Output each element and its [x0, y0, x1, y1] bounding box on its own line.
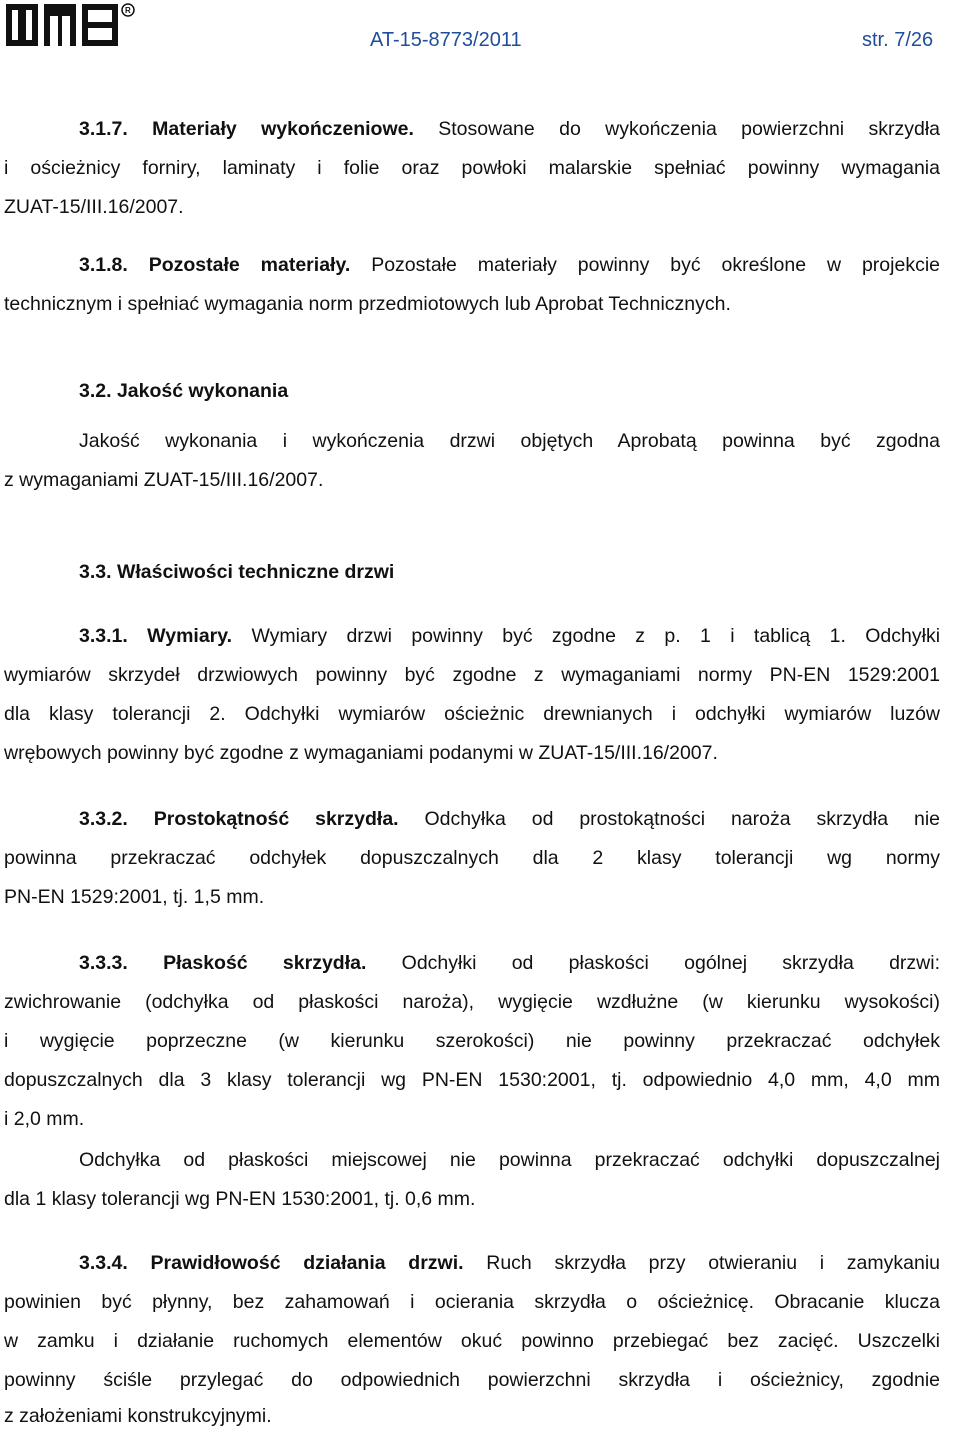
section-title: Prawidłowość działania drzwi. — [150, 1252, 464, 1274]
document-id: AT-15-8773/2011 — [370, 29, 522, 51]
section-title: Pozostałe materiały. — [148, 254, 351, 276]
section-number: 3.3.4. — [79, 1252, 128, 1274]
line: wrębowych powinny być zgodne z wymaganiami podanymi w ZUAT-15/III.16/2007. — [4, 742, 718, 764]
line — [4, 944, 940, 983]
line: ZUAT-15/III.16/2007. — [4, 196, 184, 218]
line: dla klasy tolerancji 2. Odchyłki wymiarów ościeżnic drewnianych i odchyłki wymiarów luzów — [4, 703, 940, 725]
line: z wymaganiami ZUAT-15/III.16/2007. — [4, 469, 324, 491]
section-heading: 3.2. Jakość wykonania — [79, 380, 289, 402]
line: wymiarów skrzydeł drzwiowych powinny być zgodne z wymaganiami normy PN-EN 1529:2001 — [4, 664, 940, 686]
line: dla 1 klasy tolerancji wg PN-EN 1530:2001, tj. 0,6 mm. — [4, 1188, 476, 1210]
line-text: Pozostałe materiały powinny być określone w projekcie — [371, 254, 941, 276]
line — [4, 617, 940, 656]
line — [4, 1244, 940, 1283]
line: Odchyłka od płaskości miejscowej nie powinna przekraczać odchyłki dopuszczalnej — [79, 1149, 940, 1171]
line-text: Wymiary drzwi powinny być zgodne z p. 1 i tablicą 1. Odchyłki — [251, 625, 941, 647]
line — [4, 110, 940, 149]
line — [4, 246, 940, 285]
section-number: 3.1.8. — [79, 254, 128, 276]
section-title: Płaskość skrzydła. — [163, 952, 367, 974]
line: w zamku i działanie ruchomych elementów okuć powinno przebiegać bez zacięć. Uszczelki — [4, 1330, 940, 1352]
section-number: 3.3.2. — [79, 808, 128, 830]
line: i 2,0 mm. — [4, 1108, 85, 1130]
line: i ościeżnicy forniry, laminaty i folie oraz powłoki malarskie spełniać powinny wymagania — [4, 157, 940, 179]
itb-logo — [4, 2, 136, 48]
line: dopuszczalnych dla 3 klasy tolerancji wg PN-EN 1530:2001, tj. odpowiednio 4,0 mm, 4,0 mm — [4, 1069, 940, 1091]
line-text: Odchyłka od prostokątności naroża skrzydła nie — [424, 808, 941, 830]
line: i wygięcie poprzeczne (w kierunku szerokości) nie powinny przekraczać odchyłek — [4, 1030, 940, 1052]
line-text: Odchyłki od płaskości ogólnej skrzydła drzwi: — [401, 952, 941, 974]
line: powinien być płynny, bez zahamowań i ocierania skrzydła o ościeżnicę. Obracanie klucza — [4, 1291, 940, 1313]
line: technicznym i spełniać wymagania norm przedmiotowych lub Aprobat Technicznych. — [4, 293, 731, 315]
line — [4, 800, 940, 839]
line-text: Stosowane do wykończenia powierzchni skrzydła — [438, 118, 940, 140]
section-title: Materiały wykończeniowe. — [152, 118, 414, 140]
section-title: Prostokątność skrzydła. — [153, 808, 399, 830]
line-text: Ruch skrzydła przy otwieraniu i zamykaniu — [486, 1252, 941, 1274]
line: powinny ściśle przylegać do odpowiednich powierzchni skrzydła i ościeżnicy, zgodnie — [4, 1369, 940, 1391]
line: powinna przekraczać odchyłek dopuszczalnych dla 2 klasy tolerancji wg normy — [4, 847, 940, 869]
section-title: Wymiary. — [147, 625, 233, 647]
section-number: 3.3.3. — [79, 952, 128, 974]
section-number: 3.1.7. — [79, 118, 128, 140]
section-number: 3.3.1. — [79, 625, 128, 647]
line: Jakość wykonania i wykończenia drzwi objętych Aprobatą powinna być zgodna — [79, 430, 940, 452]
line: zwichrowanie (odchyłka od płaskości naroża), wygięcie wzdłużne (w kierunku wysokości) — [4, 991, 940, 1013]
line: z założeniami konstrukcyjnymi. — [4, 1405, 272, 1427]
svg-text:R: R — [125, 6, 131, 15]
section-heading: 3.3. Właściwości techniczne drzwi — [79, 561, 395, 583]
line: PN-EN 1529:2001, tj. 1,5 mm. — [4, 886, 265, 908]
page-number: str. 7/26 — [862, 29, 934, 51]
page-header — [0, 0, 960, 60]
